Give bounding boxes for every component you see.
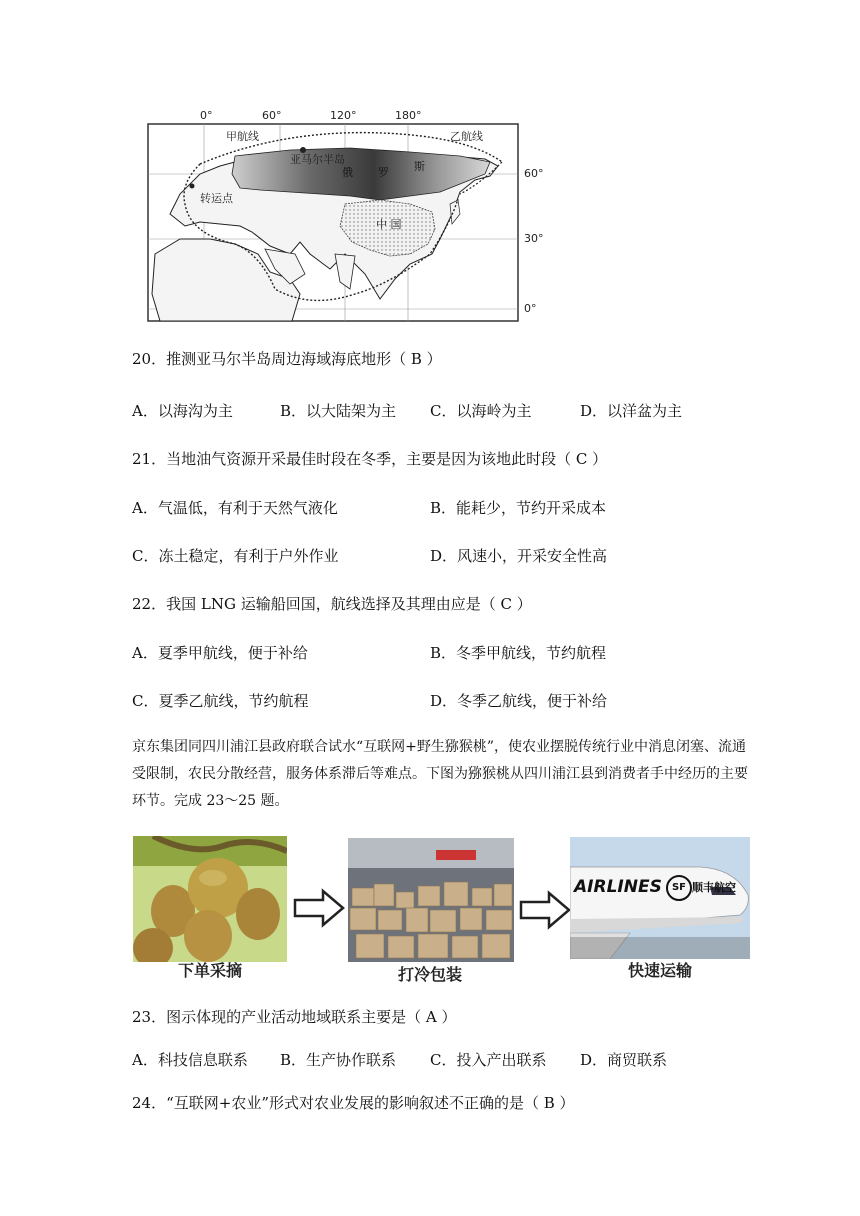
q22-option-c: C．夏季乙航线，节约航程 [132, 692, 309, 710]
q21-option-c: C．冻土稳定，有利于户外作业 [132, 547, 339, 565]
lon-label-120: 120° [330, 109, 357, 122]
lat-label-60: 60° [524, 167, 544, 180]
lat-label-0: 0° [524, 302, 537, 315]
transfer-point-marker [190, 184, 195, 189]
q20-option-d: D．以洋盆为主 [580, 402, 683, 420]
plane-airlines-text: AIRLINES [574, 877, 662, 897]
q21-option-b: B．能耗少，节约开采成本 [430, 499, 607, 517]
q22-option-b: B．冬季甲航线，节约航程 [430, 644, 607, 662]
yamal-label: 亚马尔半岛 [290, 153, 345, 166]
question-24: 24．“互联网+农业”形式对农业发展的影响叙述不正确的是（ B ） [132, 1094, 575, 1112]
q21-option-a: A．气温低，有利于天然气液化 [132, 499, 338, 517]
lon-label-0: 0° [200, 109, 213, 122]
q20-option-c: C．以海岭为主 [430, 402, 532, 420]
plane-chinese-text: 顺丰航空 [692, 881, 736, 894]
china-label: 中 国 [376, 218, 402, 231]
q23-option-a: A．科技信息联系 [132, 1051, 248, 1069]
route-jia-label: 甲航线 [226, 130, 259, 143]
q22-option-a: A．夏季甲航线，便于补给 [132, 644, 308, 662]
q23-option-c: C．投入产出联系 [430, 1051, 547, 1069]
map-figure [140, 104, 560, 326]
q20-option-b: B．以大陆架为主 [280, 402, 397, 420]
step2-caption: 打冷包装 [397, 965, 462, 984]
airplane-photo [570, 837, 750, 959]
step3-caption: 快速运输 [627, 961, 692, 980]
kiwi-photo [133, 836, 287, 962]
russia-label-2: 罗 [378, 166, 389, 179]
question-20: 20．推测亚马尔半岛周边海域海底地形（ B ） [132, 350, 442, 368]
russia-label-1: 俄 [342, 166, 353, 179]
warehouse-photo [348, 838, 514, 962]
q21-option-d: D．风速小，开采安全性高 [430, 547, 608, 565]
q23-option-d: D．商贸联系 [580, 1051, 668, 1069]
passage-text: 京东集团同四川浦江县政府联合试水“互联网+野生猕猴桃”，使农业摆脱传统行业中消息闭塞、流通受限制，农民分散经营，服务体系滞后等难点。下图为猕猴桃从四川浦江县到消费者手中经历的主要环节。完成 23～25 题。 [132, 739, 748, 809]
lon-label-60: 60° [262, 109, 282, 122]
lat-label-30: 30° [524, 232, 544, 245]
arrow-right-icon [293, 888, 345, 928]
question-23: 23．图示体现的产业活动地域联系主要是（ A ） [132, 1008, 457, 1026]
step1-caption: 下单采摘 [177, 961, 242, 980]
russia-label-3: 斯 [414, 160, 425, 173]
q23-option-b: B．生产协作联系 [280, 1051, 397, 1069]
eurasia-map [140, 104, 560, 326]
question-22: 22．我国 LNG 运输船回国，航线选择及其理由应是（ C ） [132, 595, 532, 613]
route-yi-label: 乙航线 [450, 130, 483, 143]
q20-option-a: A．以海沟为主 [132, 402, 233, 420]
q22-option-d: D．冬季乙航线，便于补给 [430, 692, 608, 710]
lon-label-180: 180° [395, 109, 422, 122]
transfer-label: 转运点 [200, 192, 233, 205]
arrow-right-icon [519, 890, 571, 930]
sf-logo: SF [666, 875, 692, 901]
question-21: 21．当地油气资源开采最佳时段在冬季，主要是因为该地此时段（ C ） [132, 450, 608, 468]
